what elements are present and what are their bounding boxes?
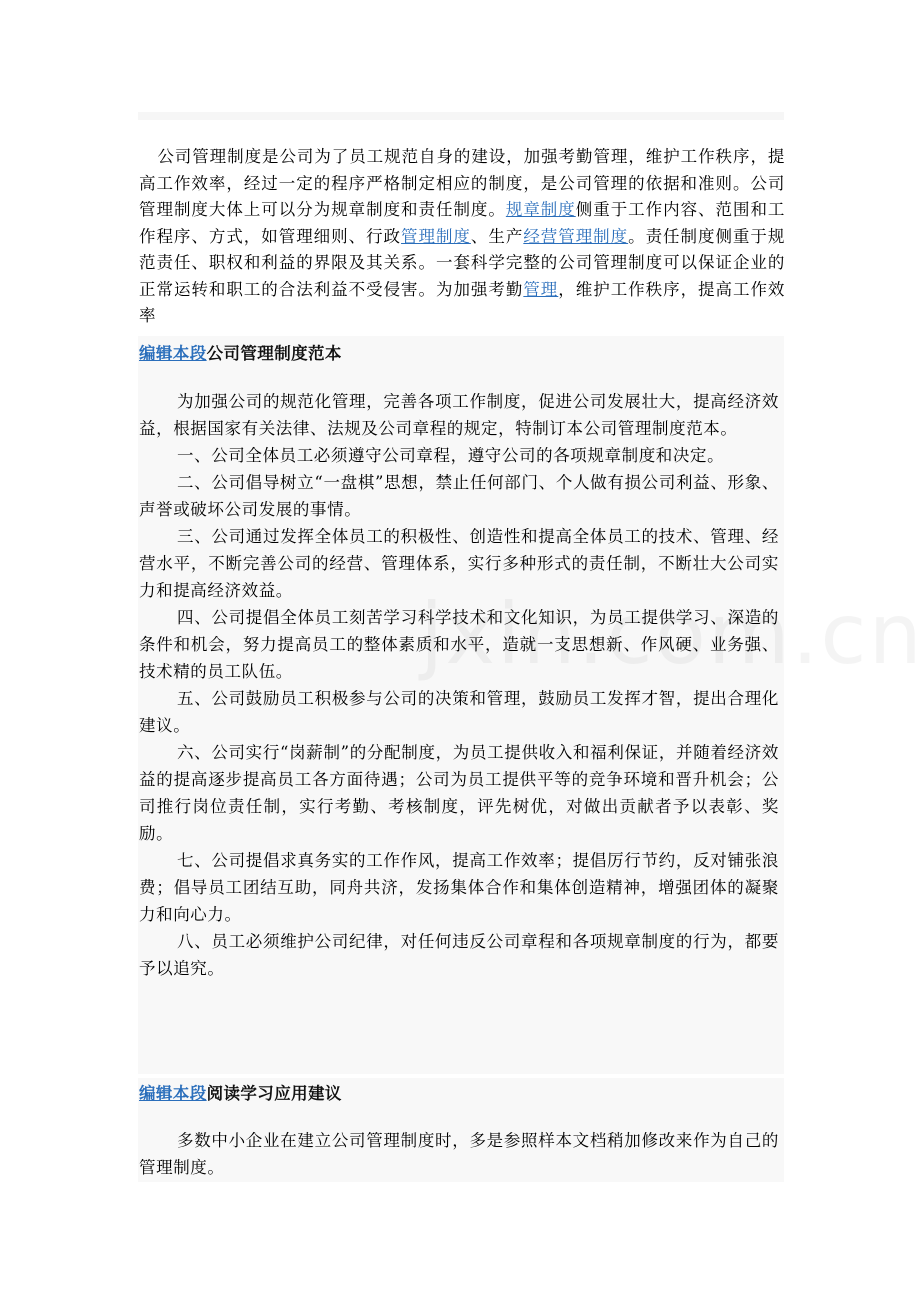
edit-section-link[interactable]: 编辑本段 — [139, 344, 207, 363]
intro-paragraph — [139, 144, 785, 330]
link-operation-management-system[interactable]: 经营管理制度 — [523, 226, 629, 246]
link-management[interactable]: 管理 — [523, 279, 559, 299]
link-rules-system[interactable]: 规章制度 — [505, 200, 576, 219]
paragraph-item-1: 一、公司全体员工必须遵守公司章程，遵守公司的各项规章制度和决定。 — [177, 446, 725, 465]
section-body — [139, 1127, 779, 1181]
paragraph-item-5: 五、公司鼓励员工积极参与公司的决策和管理，鼓励员工发挥才智，提出合理化建议。 — [139, 689, 779, 735]
top-divider-bar — [138, 112, 784, 120]
section-title: 阅读学习应用建议 — [206, 1084, 342, 1103]
intro-text-4: 。责任制度侧重于规范责任、职权和利益的界限及其关系。一套科学完整的公司管理制度可以保证企业的正常运转和职工的合法利益不受侵害。为加强考勤 — [139, 226, 785, 299]
section-title: 公司管理制度范本 — [206, 344, 342, 363]
section-template — [138, 336, 784, 1074]
paragraph-item-7: 七、公司提倡求真务实的工作作风，提高工作效率；提倡厉行节约，反对铺张浪费；倡导员工团结互助，同舟共济，发扬集体合作和集体创造精神，增强团体的凝聚力和向心力。 — [139, 851, 779, 924]
section-heading — [139, 339, 342, 369]
intro-text-3: 、生产 — [470, 226, 524, 246]
intro-text-2: 侧重于工作内容、范围和工作程序、方式，如管理细则、行政 — [139, 200, 786, 246]
paragraph-item-3: 三、公司通过发挥全体员工的积极性、创造性和提高全体员工的技术、管理、经营水平，不断完善公司的经营、管理体系，实行多种形式的责任制，不断壮大公司实力和提高经济效益。 — [139, 527, 779, 600]
paragraph-preamble: 为加强公司的规范化管理，完善各项工作制度，促进公司发展壮大，提高经济效益，根据国家有关法律、法规及公司章程的规定，特制订本公司管理制度范本。 — [139, 392, 779, 438]
intro-text-5: ，维护工作秩序，提高工作效率 — [139, 279, 786, 325]
section-body — [139, 388, 779, 982]
link-management-system[interactable]: 管理制度 — [401, 226, 471, 246]
paragraph-advice: 多数中小企业在建立公司管理制度时，多是参照样本文档稍加修改来作为自己的管理制度。 — [139, 1131, 779, 1177]
section-reading-advice — [138, 1078, 784, 1182]
paragraph-item-8: 八、员工必须维护公司纪律，对任何违反公司章程和各项规章制度的行为，都要予以追究。 — [139, 932, 779, 978]
paragraph-item-4: 四、公司提倡全体员工刻苦学习科学技术和文化知识，为员工提供学习、深造的条件和机会，努力提高员工的整体素质和水平，造就一支思想新、作风硬、业务强、技术精的员工队伍。 — [139, 608, 779, 681]
section-heading — [139, 1079, 342, 1109]
edit-section-link[interactable]: 编辑本段 — [139, 1084, 207, 1103]
paragraph-item-2: 二、公司倡导树立“一盘棋”思想，禁止任何部门、个人做有损公司利益、形象、声誉或破坏公司发展的事情。 — [139, 473, 779, 519]
intro-text-1: 公司管理制度是公司为了员工规范自身的建设，加强考勤管理，维护工作秩序，提高工作效率，经过一定的程序严格制定相应的制度，是公司管理的依据和准则。公司管理制度大体上可以分为规章制度和责任制度。 — [139, 147, 785, 219]
paragraph-item-6: 六、公司实行“岗薪制”的分配制度，为员工提供收入和福利保证，并随着经济效益的提高逐步提高员工各方面待遇；公司为员工提供平等的竞争环境和晋升机会；公司推行岗位责任制，实行考勤、考核制度，评先树优，对做出贡献者予以表彰、奖励。 — [139, 743, 779, 843]
